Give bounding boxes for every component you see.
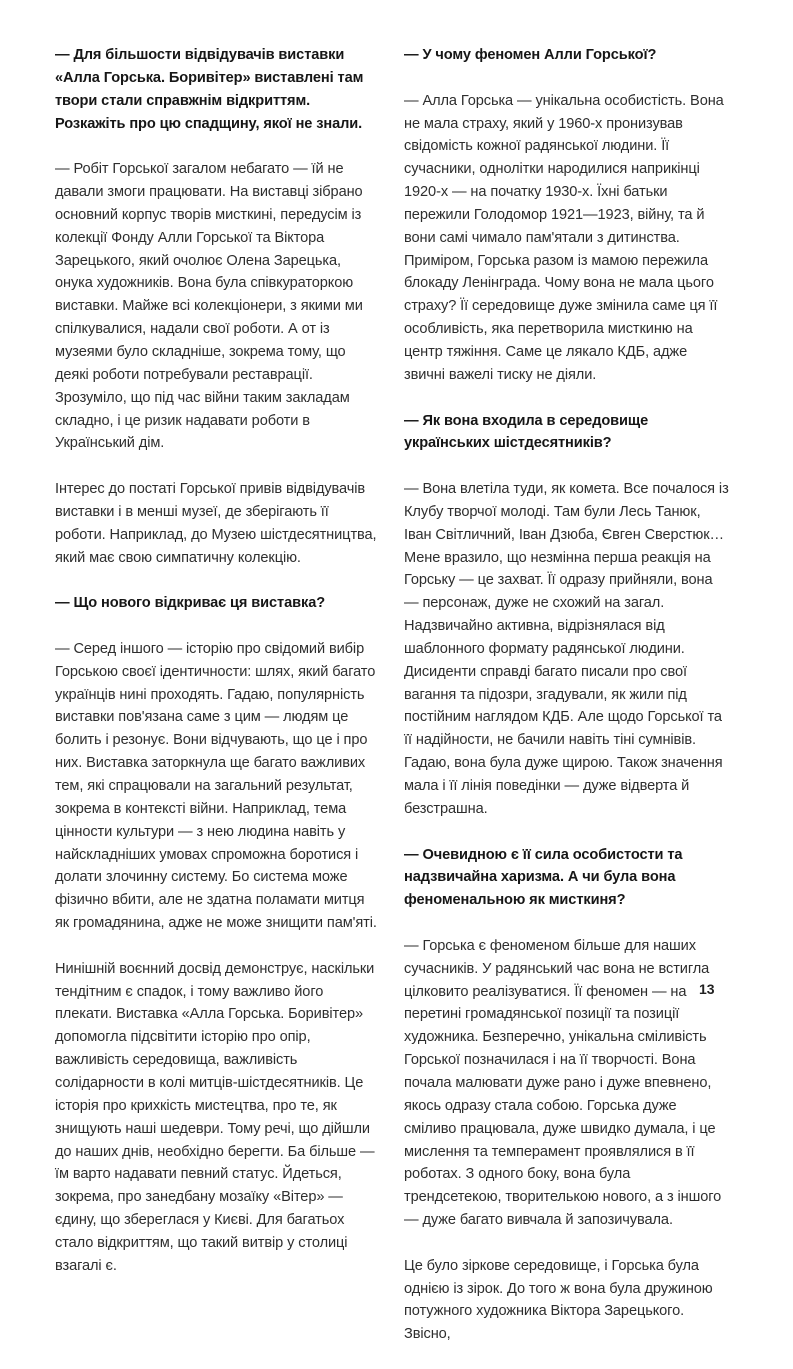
interview-answer: — Алла Горська — унікальна особистість. Вона не мала страху, який у 1960-х пронизував свідомість кожної радянської людини. Її сучасники, однолітки народилися наприкінці 1920-х — на початку 1930-х. Їхні батьки пережили Голодомор 1921—1923, війну, та й вони самі чимало пам'ятали з дитинства. Приміром, Горська разом із мамою пережила блокаду Ленінграда. Чому вона не мала цього страху? Її середовище дуже змінила саме ця її особливість, яка перетворила мисткиню на центр тяжіння. Саме це лякало КДБ, адже звичні важелі тиску не діяли. <box>404 92 724 383</box>
interview-answer: — Вона влетіла туди, як комета. Все почалося із Клубу творчої молоді. Там були Лесь Танюк, Іван Світличний, Іван Дзюба, Євген Сверстюк… Мене вразило, що незмінна перша реакція на Горську — це захват. Її одразу прийняли, вона — персонаж, дуже не схожий на загал. Надзвичайно активна, відрізнялася від шаблонного формату радянської людини. Дисиденти справді багато писали про свої вагання та підозри, згадували, як жили під постійним наглядом КДБ. Але щодо Горської та її надійности, не бачили навіть тіні сумнівів. Гадаю, вона була дуже щирою. Також значення мала і її лінія поведінки — дуже відверта й безстрашна. <box>404 481 729 817</box>
left-column <box>55 44 381 1300</box>
interview-answer: Нинішній воєнний досвід демонструє, наскільки тендітним є спадок, і тому важливо його плекати. Виставка «Алла Горська. Боривітер» допомогла підсвітити історію про опір, важливість середовища, важливість солідарности в колі митців-шістдесятників. Це історія про крихкість мистецтва, про те, як знищують наші шедеври. Тому речі, що дійшли до наших днів, необхідно берегти. Ба більше — їм варто надавати певний статус. Йдеться, зокрема, про занедбану мозаїку «Вітер» — єдину, що збереглася у Києві. Для багатьох стало відкриттям, що такий витвір у столиці взагалі є. <box>55 960 375 1274</box>
page-number: 13 <box>699 981 715 997</box>
interview-answer: Це було зіркове середовище, і Горська була однією із зірок. До того ж вона була дружиною потужного художника Віктора Зарецького. Звісно, <box>404 1257 713 1343</box>
interview-question: — Що нового відкриває ця виставка? <box>55 595 326 612</box>
interview-question: — У чому феномен Алли Горської? <box>404 47 657 63</box>
interview-answer: — Серед іншого — історію про свідомий вибір Горською своєї ідентичности: шлях, який багато українців нині проходять. Гадаю, популярність виставки пов'язана саме з цим — людям це болить і резонує. Вони відчувають, що це і про них. Виставка заторкнула ще багато важливих тем, які спрацювали на загальний результат, зокрема в контексті війни. Наприклад, тема цінности культури — з нею людина навіть у найскладніших умовах спроможна боротися і долати злочинну систему. Бо система може фізично вбити, але не здатна поламати митця як громадянина, адже не може знищити пам'яті. <box>55 640 377 932</box>
interview-answer: — Робіт Горської загалом небагато — їй не давали змоги працювати. На виставці зібрано основний корпус творів мисткині, передусім із колекції Фонду Алли Горської та Віктора Зарецького, який очолює Олена Зарецька, онука художників. Вона була співкураторкою виставки. Майже всі колекціонери, з якими ми спілкувалися, надали свої роботи. А от із музеями було складніше, зокрема тому, що деякі роботи потребували реставрації. Зрозуміло, що під час війни таким закладам складно, і це ризик надавати роботи в Український дім. <box>55 161 363 452</box>
interview-question: — Як вона входила в середовище українських шістдесятників? <box>404 412 649 452</box>
interview-question: — Для більшости відвідувачів виставки «Алла Горська. Боривітер» виставлені там твори стали справжнім відкриттям. Розкажіть про цю спадщину, якої не знали. <box>55 47 364 132</box>
interview-question: — Очевидною є її сила особистости та надзвичайна харизма. А чи була вона феноменальною як мисткиня? <box>404 846 683 909</box>
interview-answer: Інтерес до постаті Горської привів відвідувачів виставки і в менші музеї, де зберігають її роботи. Наприклад, до Музею шістдесятництва, який має свою симпатичну колекцію. <box>55 481 377 566</box>
right-column <box>404 44 730 1369</box>
interview-answer: — Горська є феноменом більше для наших сучасників. У радянський час вона не встигла цілковито реалізуватися. Її феномен — на перетині громадянської позиції та позиції художника. Безперечно, унікальна сміливість Горської позначилася і на її творчості. Вона почала малювати дуже рано і дуже впевнено, якось одразу стала собою. Горська дуже сміливо працювала, дуже швидко думала, і це мислення та темперамент проявлялися в її роботах. З одного боку, вона була трендсетекою, творителькою нового, а з іншого — дуже багато вивчала й запозичувала. <box>404 937 722 1229</box>
